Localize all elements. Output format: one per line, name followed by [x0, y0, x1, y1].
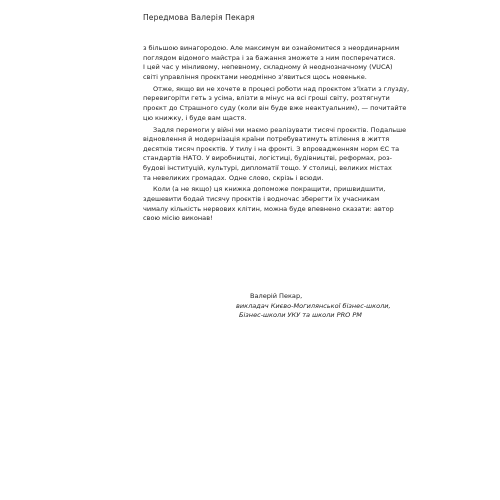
text-line: перевигоріти геть з усіма, влізти в мінус на всі гроші світу, розтягнути: [143, 94, 390, 103]
author-name: Валерій Пекар,: [250, 292, 303, 300]
text-line: з більшою винагородою. Але максимум ви ознайомитеся з неординарним: [143, 44, 400, 52]
text-line: цю книжку, і буде вам щастя.: [143, 113, 247, 122]
text-line: проєкт до Страшного суду (коли він буде вже неактуальним), — почитайте: [143, 103, 407, 112]
running-header: Передмова Валерія Пекаря: [143, 13, 255, 22]
signature-block: [236, 292, 396, 321]
body-text: [143, 44, 410, 224]
text-line: поглядом відомого майстра і за бажання зможете з ним посперечатися.: [143, 53, 396, 62]
text-line: І цей час у мінливому, непевному, складному й неоднозначному (VUCA): [143, 63, 393, 72]
text-line: стандартів НАТО. У виробництві, логістиці, будівництві, реформах, роз-: [143, 154, 392, 163]
author-title: Бізнес-школи УКУ та школи PRO PM: [239, 311, 362, 320]
text-line: Отже, якщо ви не хочете в процесі роботи над проєктом з'їхати з глузду,: [153, 84, 410, 93]
text-line: чималу кількість нервових клітин, можна буде впевнено сказати: автор: [143, 204, 394, 213]
author-title: викладач Києво-Могилянської бізнес-школи,: [236, 301, 391, 310]
text-line: будові інституцій, культурі, дипломатії тощо. У столиці, великих містах: [143, 163, 392, 172]
text-line: свою місію виконав!: [143, 214, 213, 223]
text-line: Задля перемоги у війні ми маємо реалізувати тисячі проєктів. Подальше: [153, 125, 407, 134]
text-line: світі управління проєктами неодмінно з'явиться щось новеньке.: [143, 72, 367, 81]
text-line: Коли (а не якщо) ця книжка допоможе покращити, пришвидшити,: [153, 185, 386, 194]
text-line: відновлення й модернізація країни потребуватимуть втілення в життя: [143, 135, 390, 144]
text-line: десятків тисяч проєктів. У тилу і на фронті. З впровадженням норм ЄС та: [143, 144, 400, 153]
text-line: та невеликих громадах. Одне слово, скрізь і всюди.: [143, 173, 324, 182]
text-line: здешевити бодай тисячу проєктів і водночас зберегти їх учасникам: [143, 195, 380, 204]
